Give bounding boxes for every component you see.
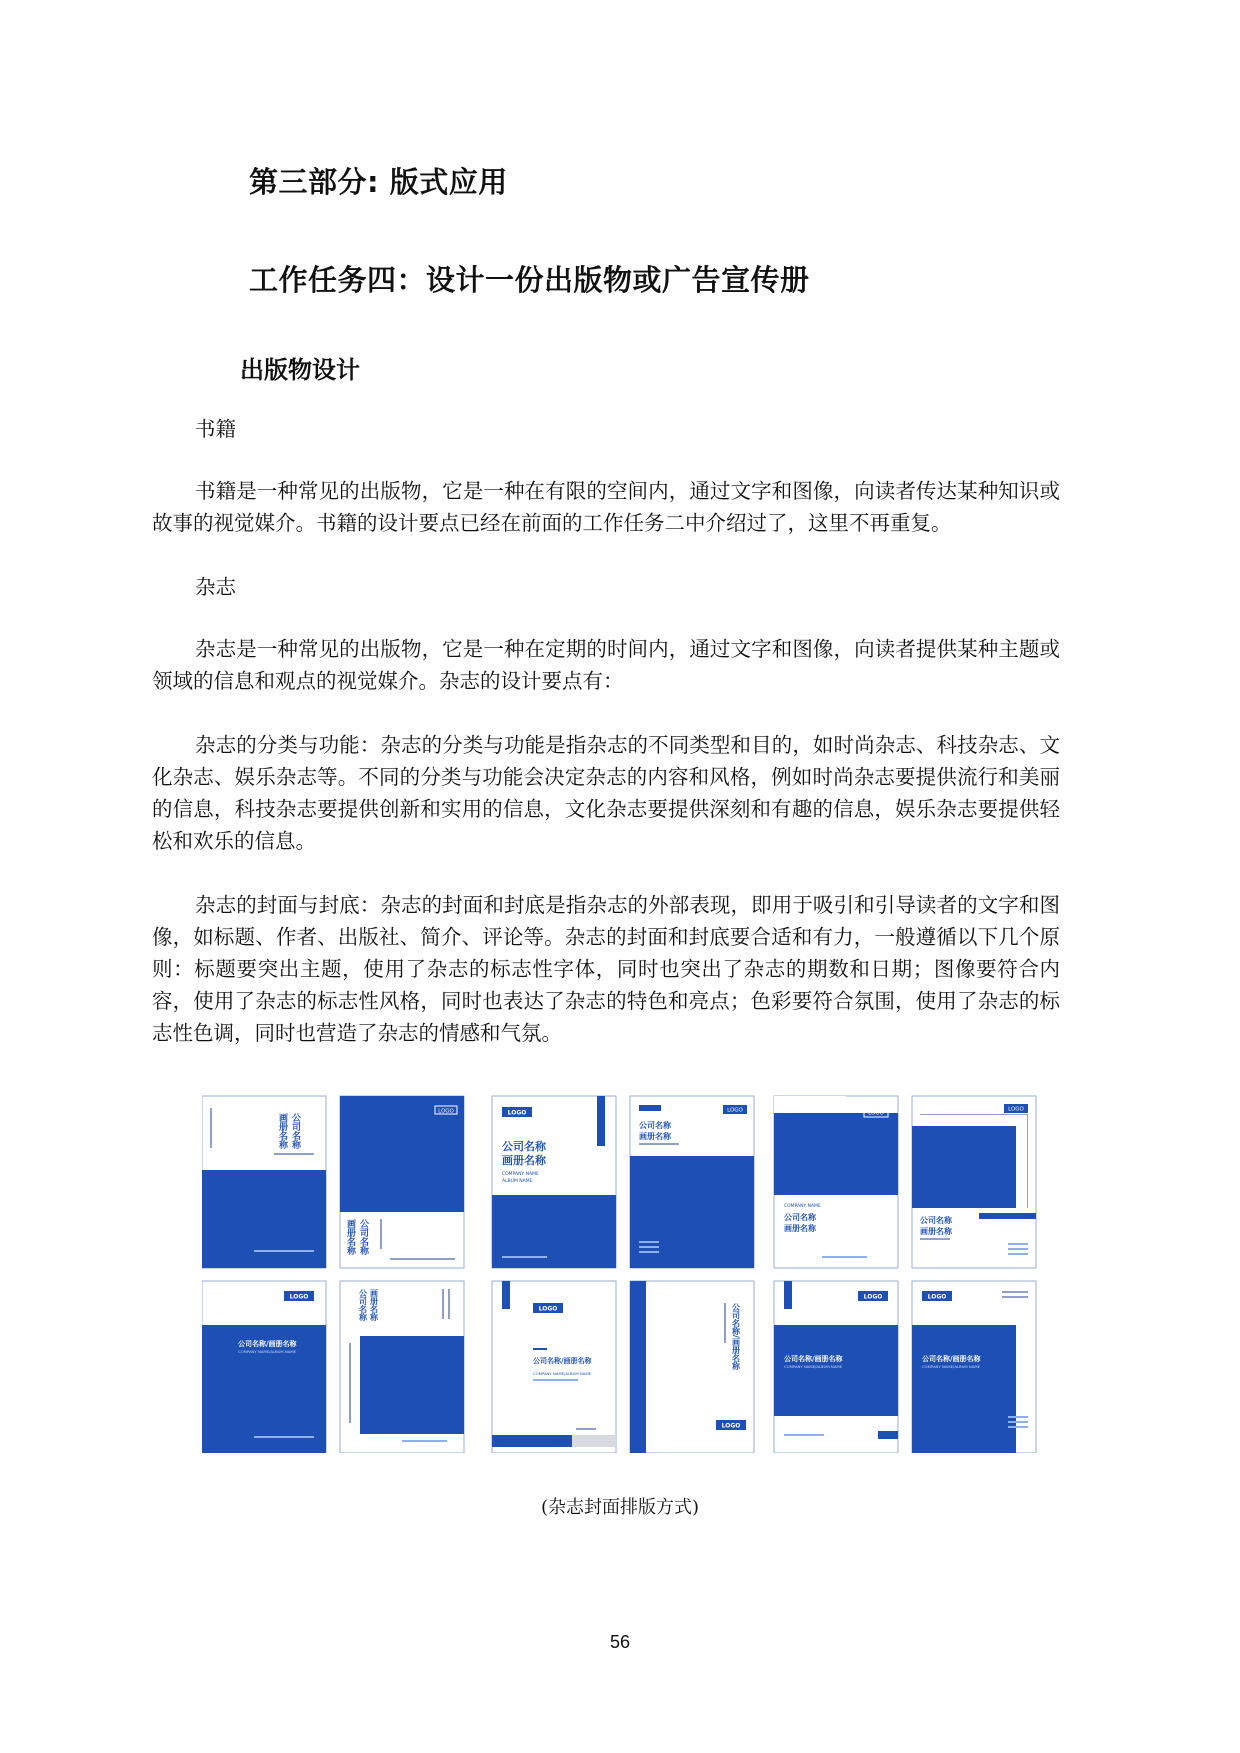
cover-9: [492, 1281, 616, 1453]
cover-11-company-album-en: COMPANY NAME/ALBUM NAME: [784, 1364, 843, 1369]
cover-6-logo: LOGO: [1008, 1106, 1024, 1113]
cover-9-company-album-en: COMPANY NAME/ALBUM NAME: [533, 1371, 592, 1376]
cover-12-logo: LOGO: [927, 1293, 947, 1301]
cover-4-album: 画册名称: [639, 1132, 671, 1141]
cover-12: [912, 1281, 1036, 1453]
cover-7: [202, 1281, 326, 1453]
cover-2: [340, 1096, 464, 1268]
cover-3-album-en: ALBUM NAME: [502, 1179, 533, 1184]
paragraph-classification: 杂志的分类与功能：杂志的分类与功能是指杂志的不同类型和目的，如时尚杂志、科技杂志、文化杂志、娱乐杂志等。不同的分类与功能会决定杂志的内容和风格，例如时尚杂志要提供流行和美丽的信息，科技杂志要提供创新和实用的信息，文化杂志要提供深刻和有趣的信息，娱乐杂志要提供轻松和欢乐的信息。: [152, 733, 1060, 853]
cover-10-vertical-company-album: 公司名称/画册名称: [731, 1303, 741, 1370]
cover-4: [630, 1096, 754, 1268]
cover-10: [630, 1281, 754, 1453]
cover-8: [340, 1281, 464, 1453]
cover-5-album: 画册名称: [784, 1224, 816, 1233]
section-title: 出版物设计: [240, 356, 360, 384]
cover-12-company-album-en: COMPANY NAME/ALBUM NAME: [922, 1364, 981, 1369]
cover-11: [774, 1281, 898, 1453]
cover-7-logo: LOGO: [289, 1293, 309, 1301]
cover-9-company-album: 公司名称/画册名称: [533, 1357, 592, 1365]
figure-caption: (杂志封面排版方式): [540, 1497, 700, 1518]
subheading-book: 书籍: [195, 417, 236, 441]
cover-3-company: 公司名称: [502, 1140, 546, 1153]
cover-1: [202, 1096, 326, 1268]
cover-7-company-album: 公司名称/画册名称: [238, 1340, 297, 1348]
cover-2-vertical-album: 画册名称: [345, 1219, 355, 1255]
cover-1-vertical-album: 画册名称: [277, 1113, 287, 1149]
cover-5-logo: LOGO: [868, 1110, 884, 1117]
cover-6: [912, 1096, 1036, 1268]
cover-4-logo: LOGO: [727, 1107, 743, 1114]
cover-5: [774, 1096, 898, 1268]
subheading-magazine: 杂志: [195, 575, 236, 599]
cover-11-company-album: 公司名称/画册名称: [784, 1355, 843, 1363]
cover-10-logo: LOGO: [721, 1422, 741, 1430]
cover-5-company: 公司名称: [784, 1213, 816, 1222]
cover-8-vertical-album: 画册名称: [369, 1289, 379, 1321]
task-title: 工作任务四：设计一份出版物或广告宣传册: [249, 263, 810, 297]
cover-5-company-en: COMPANY NAME: [784, 1204, 821, 1209]
cover-2-logo: LOGO: [438, 1108, 454, 1115]
cover-6-company: 公司名称: [920, 1216, 952, 1225]
cover-1-vertical-company: 公司名称: [290, 1113, 300, 1149]
cover-11-logo: LOGO: [863, 1293, 883, 1301]
paragraph-book: 书籍是一种常见的出版物，它是一种在有限的空间内，通过文字和图像，向读者传达某种知识或故事的视觉媒介。书籍的设计要点已经在前面的工作任务二中介绍过了，这里不再重复。: [152, 479, 1060, 535]
part-title: 第三部分: 版式应用: [249, 165, 508, 199]
cover-3-album: 画册名称: [502, 1154, 546, 1167]
cover-12-company-album: 公司名称/画册名称: [922, 1355, 981, 1363]
cover-3-logo: LOGO: [507, 1109, 527, 1117]
cover-3: [492, 1096, 616, 1268]
cover-2-vertical-company: 公司名称: [358, 1219, 368, 1255]
paragraph-cover: 杂志的封面与封底：杂志的封面和封底是指杂志的外部表现，即用于吸引和引导读者的文字和图像，如标题、作者、出版社、简介、评论等。杂志的封面和封底要合适和有力，一般遵循以下几个原则：标题要突出主题，使用了杂志的标志性字体，同时也突出了杂志的期数和日期；图像要符合内容，使用了杂志的标志性风格，同时也表达了杂志的特色和亮点；色彩要符合氛围，使用了杂志的标志性色调，同时也营造了杂志的情感和气氛。: [152, 893, 1060, 1045]
cover-9-logo: LOGO: [538, 1305, 558, 1313]
cover-4-company: 公司名称: [639, 1121, 671, 1130]
cover-7-company-album-en: COMPANY NAME/ALBUM NAME: [238, 1349, 297, 1354]
cover-8-vertical-company: 公司名称: [358, 1289, 368, 1321]
cover-3-company-en: COMPANY NAME: [502, 1172, 539, 1177]
paragraph-magazine: 杂志是一种常见的出版物，它是一种在定期的时间内，通过文字和图像，向读者提供某种主题或领域的信息和观点的视觉媒介。杂志的设计要点有：: [152, 637, 1060, 693]
cover-6-album: 画册名称: [920, 1227, 952, 1236]
page-number: 56: [609, 1632, 631, 1652]
magazine-cover-layouts-figure: [202, 1093, 1042, 1453]
